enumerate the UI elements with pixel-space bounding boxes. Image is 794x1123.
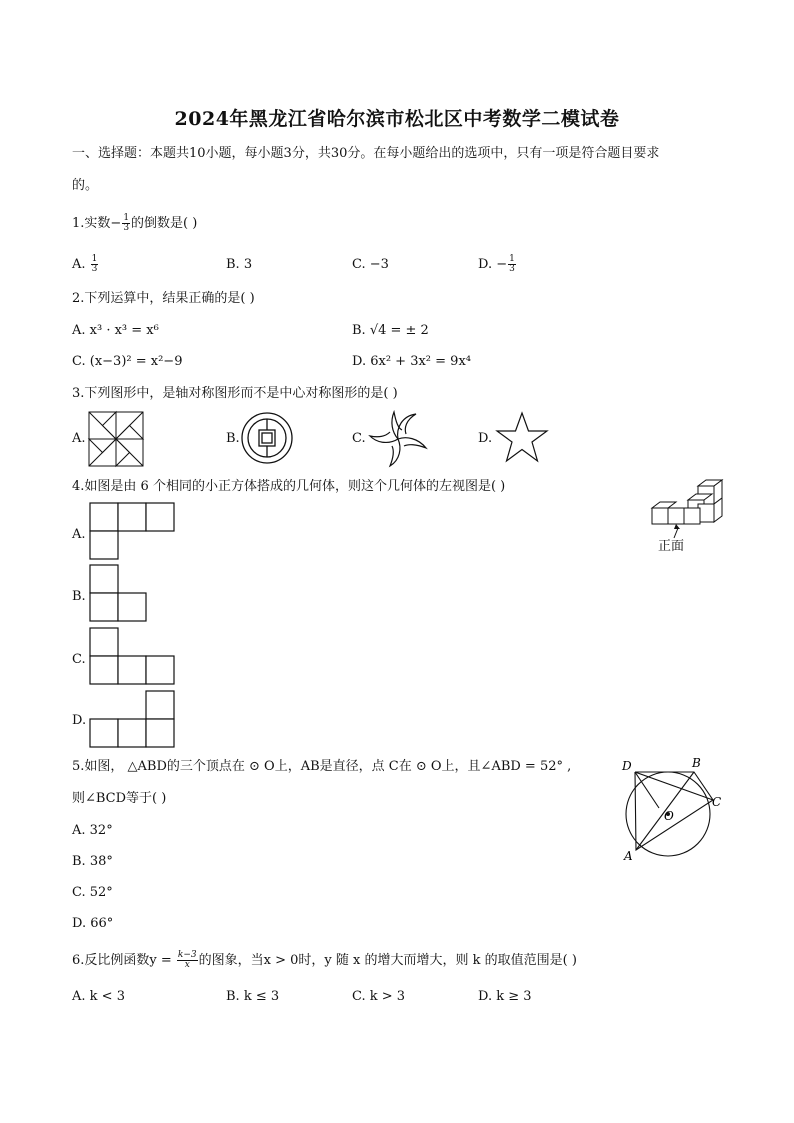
question-5-stem-line1: 5.如图， △ABD的三个顶点在 ⊙ O上，AB是直径，点 C在 ⊙ O上，且∠ABD = 52° ,: [72, 759, 572, 774]
q5-option-b[interactable]: B. 38°: [72, 854, 113, 869]
q6-option-c[interactable]: C. k > 3: [352, 989, 406, 1004]
point-label-c: C: [712, 795, 722, 809]
q1-option-c[interactable]: C. −3: [352, 257, 389, 272]
q4-option-b-grid[interactable]: [89, 564, 147, 622]
question-5-stem-line2: 则∠BCD等于( ): [72, 791, 167, 806]
section-instructions-line1: 一、选择题：本题共10小题，每小题3分，共30分。在每小题给出的选项中，只有一项是符合题目要求: [72, 146, 660, 161]
q4-option-a-label[interactable]: A.: [72, 527, 86, 542]
q1-option-a[interactable]: A. $\frac{1}{3}$: [72, 254, 98, 274]
circle-geometry-figure: [612, 756, 732, 866]
pinwheel-figure[interactable]: [88, 411, 144, 467]
q1-fraction: $\frac{1}{3}$: [123, 213, 130, 233]
question-3-stem: 3.下列图形中，是轴对称图形而不是中心对称图形的是( ): [72, 386, 398, 401]
q6-option-b[interactable]: B. k ≤ 3: [226, 989, 280, 1004]
section-instructions-line2: 的。: [72, 178, 99, 193]
q6-option-a[interactable]: A. k < 3: [72, 989, 125, 1004]
q5-option-a[interactable]: A. 32°: [72, 823, 113, 838]
question-1-stem: 1.实数− $\frac{1}{3}$ 的倒数是( ): [72, 213, 198, 233]
q4-option-c-grid[interactable]: [89, 627, 175, 685]
front-view-label: 正面: [658, 539, 685, 554]
q2-option-a[interactable]: A. x³ · x³ = x⁶: [72, 323, 159, 338]
spiral-flower-figure[interactable]: [366, 410, 430, 468]
q3-option-a-label[interactable]: A.: [72, 431, 86, 446]
point-label-a: A: [624, 849, 633, 863]
q4-option-d-grid[interactable]: [89, 690, 175, 748]
page-title: 2024年黑龙江省哈尔滨市松北区中考数学二模试卷: [174, 108, 620, 130]
q2-option-c[interactable]: C. (x−3)² = x²−9: [72, 354, 183, 369]
q3-option-d-label[interactable]: D.: [478, 431, 493, 446]
q2-option-d[interactable]: D. 6x² + 3x² = 9x⁴: [352, 354, 471, 369]
q4-option-d-label[interactable]: D.: [72, 713, 87, 728]
question-2-stem: 2.下列运算中，结果正确的是( ): [72, 291, 255, 306]
q1-option-d[interactable]: D. − $\frac{1}{3}$: [478, 254, 515, 274]
point-label-o: O: [664, 809, 674, 823]
q4-option-a-grid[interactable]: [89, 502, 175, 560]
q6-fraction: $\frac{k-3}{x}$: [177, 950, 197, 970]
q6-option-d[interactable]: D. k ≥ 3: [478, 989, 532, 1004]
question-4-stem: 4.如图是由 6 个相同的小正方体搭成的几何体，则这个几何体的左视图是( ): [72, 479, 506, 494]
q5-option-c[interactable]: C. 52°: [72, 885, 113, 900]
q4-option-c-label[interactable]: C.: [72, 652, 86, 667]
star-figure[interactable]: [494, 411, 550, 465]
question-6-stem: 6.反比例函数y = $\frac{k-3}{x}$ 的图象，当x > 0时，y 随 x 的增大而增大，则 k 的取值范围是( ): [72, 950, 577, 970]
q1-text-pre: 1.实数: [72, 216, 111, 231]
q1-option-b[interactable]: B. 3: [226, 257, 253, 272]
q3-option-c-label[interactable]: C.: [352, 431, 366, 446]
q2-option-b[interactable]: B. √4 = ± 2: [352, 323, 429, 338]
point-label-b: B: [692, 756, 701, 770]
point-label-d: D: [622, 759, 632, 773]
q4-option-b-label[interactable]: B.: [72, 589, 86, 604]
q3-option-b-label[interactable]: B.: [226, 431, 240, 446]
q1-text-post: 的倒数是( ): [131, 216, 198, 231]
q5-option-d[interactable]: D. 66°: [72, 916, 114, 931]
coin-figure[interactable]: [240, 411, 294, 465]
